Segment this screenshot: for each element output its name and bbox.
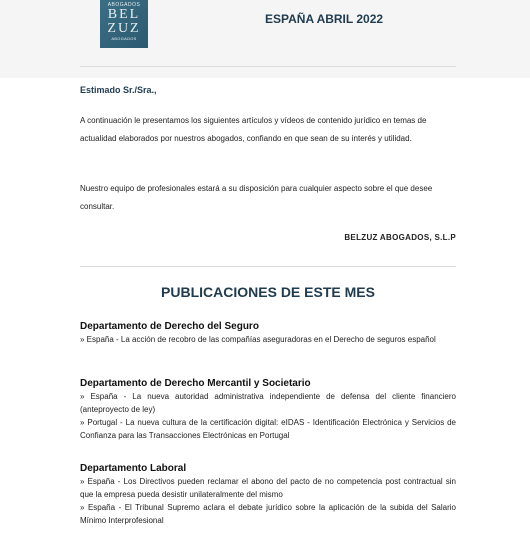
greeting: Estimado Sr./Sra., bbox=[80, 85, 157, 95]
article-link[interactable]: » España - La acción de recobro de las compañías aseguradoras en el Derecho de seguros español bbox=[80, 335, 436, 344]
article-link[interactable]: » España - La nueva autoridad administrativa independiente de defensa del cliente financiero (anteproyecto de ley) bbox=[80, 392, 456, 414]
intro-paragraph-2: Nuestro equipo de profesionales estará a su disposición para cualquier aspecto sobre el que desee consultar. bbox=[80, 184, 433, 211]
edition-title: ESPAÑA ABRIL 2022 bbox=[265, 12, 384, 26]
article-link[interactable]: » España - El Tribunal Supremo aclara el debate jurídico sobre la aplicación de la subida del Salario Mínimo Interprofesional bbox=[80, 503, 456, 525]
article-link[interactable]: » España - Los Directivos pueden reclamar el abono del pacto de no competencia post contractual sin que la empresa pueda desistir unilateralmente del mismo bbox=[80, 477, 456, 499]
publications-title: PUBLICACIONES DE ESTE MES bbox=[161, 284, 375, 300]
department-title: Departamento de Derecho Mercantil y Societario bbox=[80, 378, 311, 389]
department-mercantile bbox=[80, 377, 456, 442]
article-link[interactable]: » Portugal - La nueva cultura de la certificación digital: eIDAS - Identificación Electrónica y Servicios de Confianza para las Transacciones Electrónicas en Portugal bbox=[80, 418, 456, 440]
department-title: Departamento de Derecho del Seguro bbox=[80, 321, 259, 332]
logo-caption-bottom: ABOGADOS bbox=[111, 36, 137, 41]
department-insurance bbox=[80, 320, 456, 346]
department-labor bbox=[80, 462, 456, 527]
signature: BELZUZ ABOGADOS, S.L.P bbox=[344, 233, 456, 242]
logo-word-1: BEL bbox=[107, 7, 141, 22]
logo-caption-top: ABOGADOS bbox=[107, 2, 141, 8]
department-title: Departamento Laboral bbox=[80, 463, 187, 474]
divider-middle bbox=[80, 266, 456, 267]
belzuz-logo[interactable] bbox=[100, 0, 148, 48]
logo-word-2: ZUZ bbox=[107, 21, 141, 36]
intro-paragraph-1: A continuación le presentamos los siguientes artículos y vídeos de contenido jurídico en temas de actualidad elaborados por nuestros abogados, confiando en que sean de su interés y utilidad. bbox=[80, 116, 427, 143]
divider-top bbox=[80, 66, 456, 67]
